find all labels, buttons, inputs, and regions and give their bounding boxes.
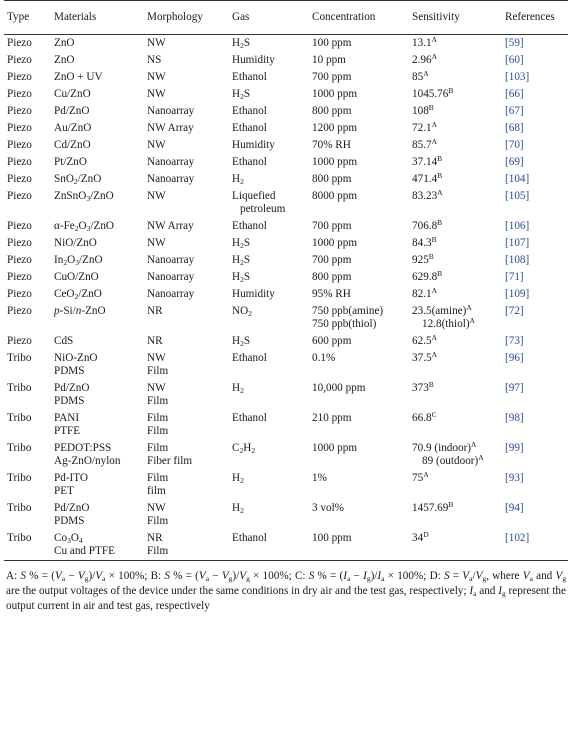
morphology-cell: NR Film — [144, 530, 229, 561]
concentration-cell: 3 vol% — [312, 502, 345, 514]
sensitivity-cell: $108^B$ — [412, 103, 434, 117]
column-header: Morphology — [144, 1, 229, 35]
type-cell: Piezo — [7, 237, 32, 249]
morphology-cell: NW Film — [147, 502, 169, 527]
table-row — [4, 380, 568, 410]
table-row — [4, 171, 568, 188]
table-row — [4, 120, 568, 137]
reference-link[interactable]: [69] — [505, 156, 524, 168]
material-cell: ZnO + UV — [54, 71, 103, 83]
reference-link[interactable]: [71] — [505, 271, 524, 283]
morphology-cell: NR — [147, 305, 163, 317]
column-header: Concentration — [309, 1, 409, 35]
gas-cell: Ethanol — [232, 71, 267, 83]
gas-cell: Ethanol — [229, 530, 309, 561]
sensitivity-cell: $925^B$ — [412, 252, 434, 266]
sensitivity-cell: 70.9 (indoor)$^A$ 89 (outdoor)$^A$ — [412, 440, 484, 467]
type-cell: Tribo — [7, 442, 32, 454]
material-cell: Pd/ZnO — [54, 105, 90, 117]
gas-cell: $H_2$ — [232, 173, 244, 186]
reference-link[interactable]: [103] — [505, 71, 530, 83]
gas-cell: $H_2S$ — [232, 335, 251, 348]
material-cell: CdS — [54, 335, 74, 347]
concentration-cell: 800 ppm — [312, 105, 352, 117]
type-cell: Piezo — [7, 71, 32, 83]
gas-cell: Ethanol — [232, 156, 267, 168]
morphology-cell: NW — [147, 88, 166, 100]
table-row — [4, 137, 568, 154]
gas-cell: Ethanol — [232, 105, 267, 117]
reference-link[interactable]: [105] — [505, 190, 530, 202]
type-cell: Piezo — [7, 271, 32, 283]
type-cell: Piezo — [7, 105, 32, 117]
column-header: Gas — [229, 1, 309, 35]
table-row — [4, 252, 568, 269]
table-row — [4, 470, 568, 500]
reference-link[interactable]: [59] — [505, 37, 524, 49]
gas-cell: $H_2S$ — [232, 37, 251, 50]
type-cell: Tribo — [7, 472, 32, 484]
concentration-cell: 1200 ppm — [312, 122, 358, 134]
sensitivity-cell: $37.5^A$ — [412, 350, 437, 364]
concentration-cell: 8000 ppm — [312, 190, 358, 202]
gas-cell: Liquefied petroleum — [232, 190, 286, 215]
gas-cell: Ethanol — [232, 412, 267, 424]
reference-link[interactable]: [107] — [505, 237, 530, 249]
sensitivity-cell: $62.5^A$ — [412, 333, 437, 347]
concentration-cell: 1% — [312, 472, 327, 484]
reference-link[interactable]: [106] — [505, 220, 530, 232]
concentration-cell: 10,000 ppm — [312, 382, 366, 394]
type-cell: Piezo — [7, 156, 32, 168]
gas-cell: Humidity — [232, 139, 275, 151]
type-cell: Piezo — [7, 88, 32, 100]
gas-cell: $H_2S$ — [232, 237, 251, 250]
morphology-cell: NW — [147, 71, 166, 83]
morphology-cell: Nanoarray — [147, 271, 195, 283]
concentration-cell: 700 ppm — [312, 254, 352, 266]
material-cell: CuO/ZnO — [54, 271, 99, 283]
gas-cell: $H_2$ — [232, 502, 244, 515]
table-row — [4, 303, 568, 333]
table-row — [4, 69, 568, 86]
material-cell: Cu/ZnO — [54, 88, 91, 100]
morphology-cell: NS — [147, 54, 162, 66]
type-cell: Tribo — [4, 530, 51, 561]
sensitivity-cell: $1045.76^B$ — [412, 86, 454, 100]
table-row — [4, 440, 568, 470]
morphology-cell: NW — [147, 190, 166, 202]
morphology-cell: NW — [147, 237, 166, 249]
material-cell: Cd/ZnO — [54, 139, 91, 151]
sensitivity-cell: $373^B$ — [412, 380, 434, 394]
reference-link[interactable]: [73] — [505, 335, 524, 347]
gas-cell: $H_2S$ — [232, 88, 251, 101]
concentration-cell: 10 ppm — [312, 54, 346, 66]
concentration-cell: 1000 ppm — [312, 237, 358, 249]
gas-cell: Ethanol — [232, 122, 267, 134]
reference-link[interactable]: [97] — [505, 382, 524, 394]
concentration-cell: 1000 ppm — [312, 88, 358, 100]
sensitivity-cell: $1457.69^B$ — [412, 500, 454, 514]
type-cell: Tribo — [7, 352, 32, 364]
gas-cell: $H_2$ — [232, 472, 244, 485]
reference-link[interactable]: [96] — [505, 352, 524, 364]
type-cell: Piezo — [7, 335, 32, 347]
table-row — [4, 188, 568, 218]
sensitivity-cell: $83.23^A$ — [412, 188, 443, 202]
type-cell: Tribo — [7, 382, 32, 394]
type-cell: Piezo — [7, 139, 32, 151]
concentration-cell: 95% RH — [312, 288, 351, 300]
material-cell: PEDOT:PSS Ag-ZnO/nylon — [54, 442, 121, 467]
gas-cell: Humidity — [232, 54, 275, 66]
material-cell: PANI PTFE — [54, 412, 81, 437]
concentration-cell: 800 ppm — [312, 271, 352, 283]
material-cell: $In_2O_3$/ZnO — [54, 254, 103, 267]
sensitivity-cell: $85.7^A$ — [412, 137, 437, 151]
table-row — [4, 218, 568, 235]
column-header: Sensitivity — [409, 1, 502, 35]
sensitivity-cell: $72.1^A$ — [412, 120, 437, 134]
reference-link[interactable]: [66] — [505, 88, 524, 100]
concentration-cell: 100 ppm — [309, 530, 409, 561]
material-cell: Pd/ZnO PDMS — [54, 382, 90, 407]
morphology-cell: Nanoarray — [147, 173, 195, 185]
table-row — [4, 154, 568, 171]
material-cell: $\alpha-Fe_2O_3$/ZnO — [54, 220, 114, 233]
morphology-cell: Nanoarray — [147, 156, 195, 168]
morphology-cell: NW Array — [147, 220, 194, 232]
reference-link[interactable]: [102] — [502, 530, 568, 561]
morphology-cell: Film Film — [147, 412, 169, 437]
reference-link[interactable]: [98] — [505, 412, 524, 424]
table-row — [4, 410, 568, 440]
reference-link[interactable]: [70] — [505, 139, 524, 151]
table-row — [4, 286, 568, 303]
sensitivity-cell: $82.1^A$ — [412, 286, 437, 300]
sensitivity-cell: $75^A$ — [412, 470, 429, 484]
type-cell: Piezo — [7, 305, 32, 317]
table-row — [4, 35, 568, 53]
material-cell: $Co_3O_4$ Cu and PTFE — [51, 530, 144, 561]
gas-cell: Ethanol — [232, 352, 267, 364]
concentration-cell: 800 ppm — [312, 173, 352, 185]
material-cell: ZnSnO$_3$/ZnO — [54, 190, 114, 203]
concentration-cell: 70% RH — [312, 139, 351, 151]
morphology-cell: NW Film — [147, 352, 169, 377]
table-row — [4, 269, 568, 286]
gas-cell: $C_2H_2$ — [232, 442, 256, 455]
table-row — [4, 500, 568, 530]
type-cell: Piezo — [7, 54, 32, 66]
reference-link[interactable]: [109] — [505, 288, 530, 300]
morphology-cell: Nanoarray — [147, 254, 195, 266]
table-row — [4, 86, 568, 103]
sensitivity-cell: $34^D$ — [409, 530, 502, 561]
morphology-cell: Film Fiber film — [147, 442, 193, 467]
sensitivity-cell: $23.5(amine)^A$ 12.8(thiol)$^A$ — [412, 303, 475, 330]
type-cell: Piezo — [7, 173, 32, 185]
type-cell: Piezo — [7, 288, 32, 300]
sensitivity-cell: $629.8^B$ — [412, 269, 443, 283]
concentration-cell: 0.1% — [312, 352, 336, 364]
column-header: Materials — [51, 1, 144, 35]
concentration-cell: 750 ppb(amine) 750 ppb(thiol) — [312, 305, 384, 330]
reference-link[interactable]: [60] — [505, 54, 524, 66]
type-cell: Tribo — [7, 502, 32, 514]
morphology-cell: Film film — [147, 472, 169, 497]
material-cell: NiO-ZnO PDMS — [54, 352, 98, 377]
material-cell: ZnO — [54, 37, 75, 49]
column-header: Type — [4, 1, 51, 35]
type-cell: Piezo — [7, 220, 32, 232]
sensitivity-cell: $85^A$ — [412, 69, 429, 83]
table-row — [4, 530, 568, 561]
material-cell: ZnO — [54, 54, 75, 66]
concentration-cell: 100 ppm — [312, 37, 352, 49]
material-cell: p-Si/n-ZnO — [54, 305, 106, 317]
table-body — [4, 35, 568, 561]
header-row — [4, 1, 568, 35]
sensitivity-cell: $37.14^B$ — [412, 154, 443, 168]
concentration-cell: 1000 ppm — [312, 442, 358, 454]
material-cell: SnO$_2$/ZnO — [54, 173, 102, 186]
reference-link[interactable]: [68] — [505, 122, 524, 134]
sensitivity-cell: $84.3^B$ — [412, 235, 437, 249]
concentration-cell: 700 ppm — [312, 220, 352, 232]
sensitivity-cell: $66.8^C$ — [412, 410, 437, 424]
type-cell: Tribo — [7, 412, 32, 424]
material-cell: Pd/ZnO PDMS — [54, 502, 90, 527]
morphology-cell: Nanoarray — [147, 105, 195, 117]
morphology-cell: NW Array — [147, 122, 194, 134]
column-header: References — [502, 1, 568, 35]
sensitivity-cell: $706.8^B$ — [412, 218, 443, 232]
table-row — [4, 103, 568, 120]
reference-link[interactable]: [94] — [505, 502, 524, 514]
reference-link[interactable]: [67] — [505, 105, 524, 117]
reference-link[interactable]: [104] — [505, 173, 530, 185]
concentration-cell: 700 ppm — [312, 71, 352, 83]
footnote: A: S % = $(V_a - V_g)/V_a \times 100\%$; B: S % = $(V_a - V_g)/V_g \times 100\%$; C: S % = $(I_a - I_g)/I_a \times 100\%$; D: $S = V_a/V_g$, where $V_a$ and $V_g$ are the output voltages of the device under the same conditions in dry air and the test gas, respectively; $I_a$ and $I_g$ represent the output current in air and test gas, respectively — [6, 570, 567, 612]
table-row — [4, 52, 568, 69]
morphology-cell: NW — [147, 139, 166, 151]
reference-link[interactable]: [108] — [505, 254, 530, 266]
reference-link[interactable]: [99] — [505, 442, 524, 454]
type-cell: Piezo — [7, 122, 32, 134]
gas-cell: Humidity — [232, 288, 275, 300]
material-cell: CeO$_2$/ZnO — [54, 288, 102, 301]
sensitivity-cell: $471.4^B$ — [412, 171, 443, 185]
gas-cell: $H_2S$ — [232, 271, 251, 284]
table-row — [4, 235, 568, 252]
morphology-cell: NW Film — [147, 382, 169, 407]
morphology-cell: Nanoarray — [147, 288, 195, 300]
concentration-cell: 1000 ppm — [312, 156, 358, 168]
morphology-cell: NR — [147, 335, 163, 347]
reference-link[interactable]: [93] — [505, 472, 524, 484]
concentration-cell: 210 ppm — [312, 412, 352, 424]
reference-link[interactable]: [72] — [505, 305, 524, 317]
gas-cell: Ethanol — [232, 220, 267, 232]
morphology-cell: NW — [147, 37, 166, 49]
type-cell: Piezo — [7, 37, 32, 49]
sensitivity-cell: $13.1^A$ — [412, 35, 437, 49]
gas-cell: $H_2$ — [232, 382, 244, 395]
type-cell: Piezo — [7, 254, 32, 266]
material-cell: NiO/ZnO — [54, 237, 97, 249]
gas-cell: $H_2S$ — [232, 254, 251, 267]
table-row — [4, 333, 568, 350]
gas-cell: $NO_2$ — [232, 305, 252, 318]
concentration-cell: 600 ppm — [312, 335, 352, 347]
material-cell: Pd-ITO PET — [54, 472, 88, 497]
material-cell: Pt/ZnO — [54, 156, 87, 168]
table-row — [4, 350, 568, 380]
sensitivity-cell: $2.96^A$ — [412, 52, 437, 66]
gas-sensor-table — [4, 0, 568, 561]
material-cell: Au/ZnO — [54, 122, 92, 134]
type-cell: Piezo — [7, 190, 32, 202]
